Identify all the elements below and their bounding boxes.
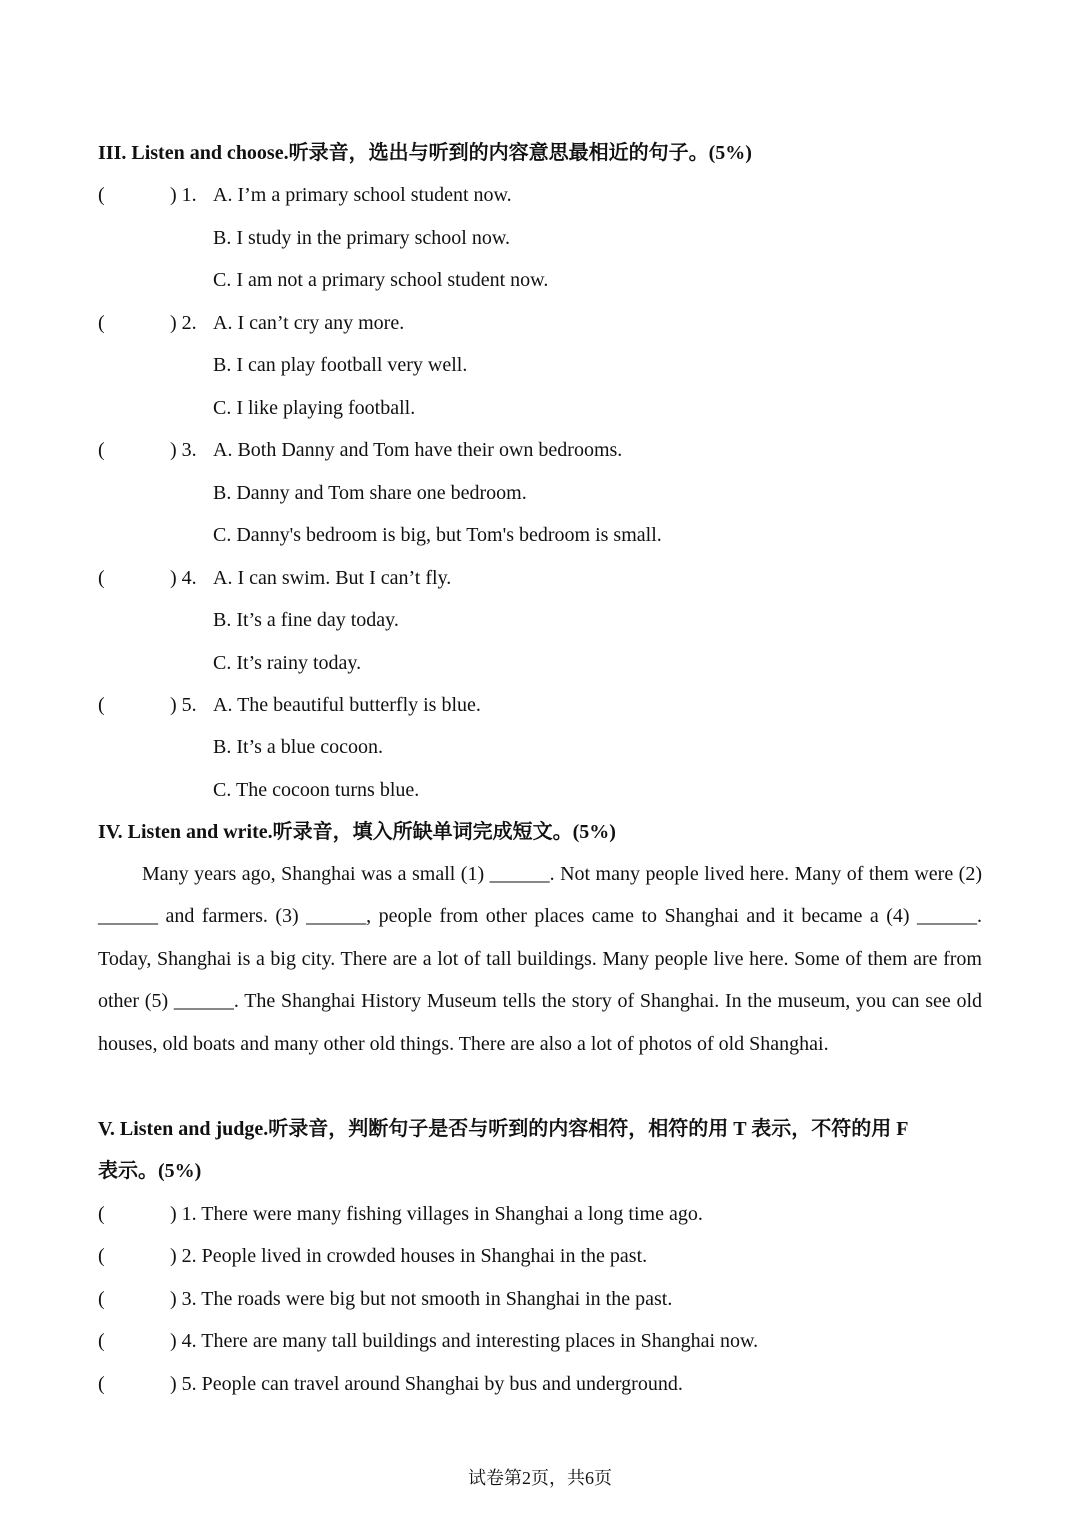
statement-text: ) 5. People can travel around Shanghai by bus and underground. [170, 1373, 683, 1395]
option-b: B. I study in the primary school now. [213, 227, 511, 249]
answer-bracket[interactable]: ( [98, 1203, 105, 1225]
question-number: ) 4. [170, 567, 197, 589]
statement-text: ) 2. People lived in crowded houses in Shanghai in the past. [170, 1245, 648, 1267]
option-a: A. The beautiful butterfly is blue. [213, 694, 481, 716]
section-5-heading-cont: 表示。(5%) [98, 1160, 202, 1182]
answer-bracket[interactable]: ( [98, 567, 105, 589]
option-c: C. I am not a primary school student now. [213, 269, 549, 291]
answer-bracket[interactable]: ( [98, 694, 105, 716]
statement-text: ) 4. There are many tall buildings and interesting places in Shanghai now. [170, 1330, 759, 1352]
page-footer: 试卷第2页，共6页 [468, 1468, 612, 1488]
section-4-heading: IV. Listen and write.听录音，填入所缺单词完成短文。(5%) [98, 821, 616, 843]
option-b: B. Danny and Tom share one bedroom. [213, 482, 527, 504]
answer-bracket[interactable]: ( [98, 1373, 105, 1395]
answer-bracket[interactable]: ( [98, 1245, 105, 1267]
option-b: B. It’s a blue cocoon. [213, 736, 383, 758]
question-number: ) 2. [170, 312, 197, 334]
option-a: A. I can swim. But I can’t fly. [213, 567, 452, 589]
passage-text: Many years ago, Shanghai was a small (1) ______. Not many people lived here. Many of them were (2) ______ and farmers. (3) ______, people from other places came to Shanghai and it became a (4) ______. Today, Shanghai is a big city. There are a lot of tall buildings. Many people live here. Some of them are from other (5) ______. The Shanghai History Museum tells the story of Shanghai. In the museum, you can see old houses, old boats and many other old things. There are also a lot of photos of old Shanghai. [98, 863, 982, 1055]
option-a: A. I’m a primary school student now. [213, 184, 512, 206]
question-number: ) 3. [170, 439, 197, 461]
answer-bracket[interactable]: ( [98, 1330, 105, 1352]
option-c: C. Danny's bedroom is big, but Tom's bedroom is small. [213, 524, 662, 546]
question-number: ) 1. [170, 184, 197, 206]
answer-bracket[interactable]: ( [98, 184, 105, 206]
answer-bracket[interactable]: ( [98, 439, 105, 461]
cloze-passage [98, 853, 982, 1065]
section-3-heading: III. Listen and choose.听录音，选出与听到的内容意思最相近的句子。(5%) [98, 142, 752, 164]
statement-text: ) 1. There were many fishing villages in Shanghai a long time ago. [170, 1203, 703, 1225]
option-b: B. I can play football very well. [213, 354, 468, 376]
section-5-heading: V. Listen and judge.听录音，判断句子是否与听到的内容相符，相符的用 T 表示，不符的用 F [98, 1118, 909, 1140]
option-a: A. Both Danny and Tom have their own bedrooms. [213, 439, 623, 461]
statement-text: ) 3. The roads were big but not smooth in Shanghai in the past. [170, 1288, 673, 1310]
answer-bracket[interactable]: ( [98, 312, 105, 334]
option-b: B. It’s a fine day today. [213, 609, 399, 631]
option-c: C. It’s rainy today. [213, 652, 362, 674]
option-c: C. The cocoon turns blue. [213, 779, 420, 801]
option-c: C. I like playing football. [213, 397, 416, 419]
answer-bracket[interactable]: ( [98, 1288, 105, 1310]
option-a: A. I can’t cry any more. [213, 312, 405, 334]
question-number: ) 5. [170, 694, 197, 716]
